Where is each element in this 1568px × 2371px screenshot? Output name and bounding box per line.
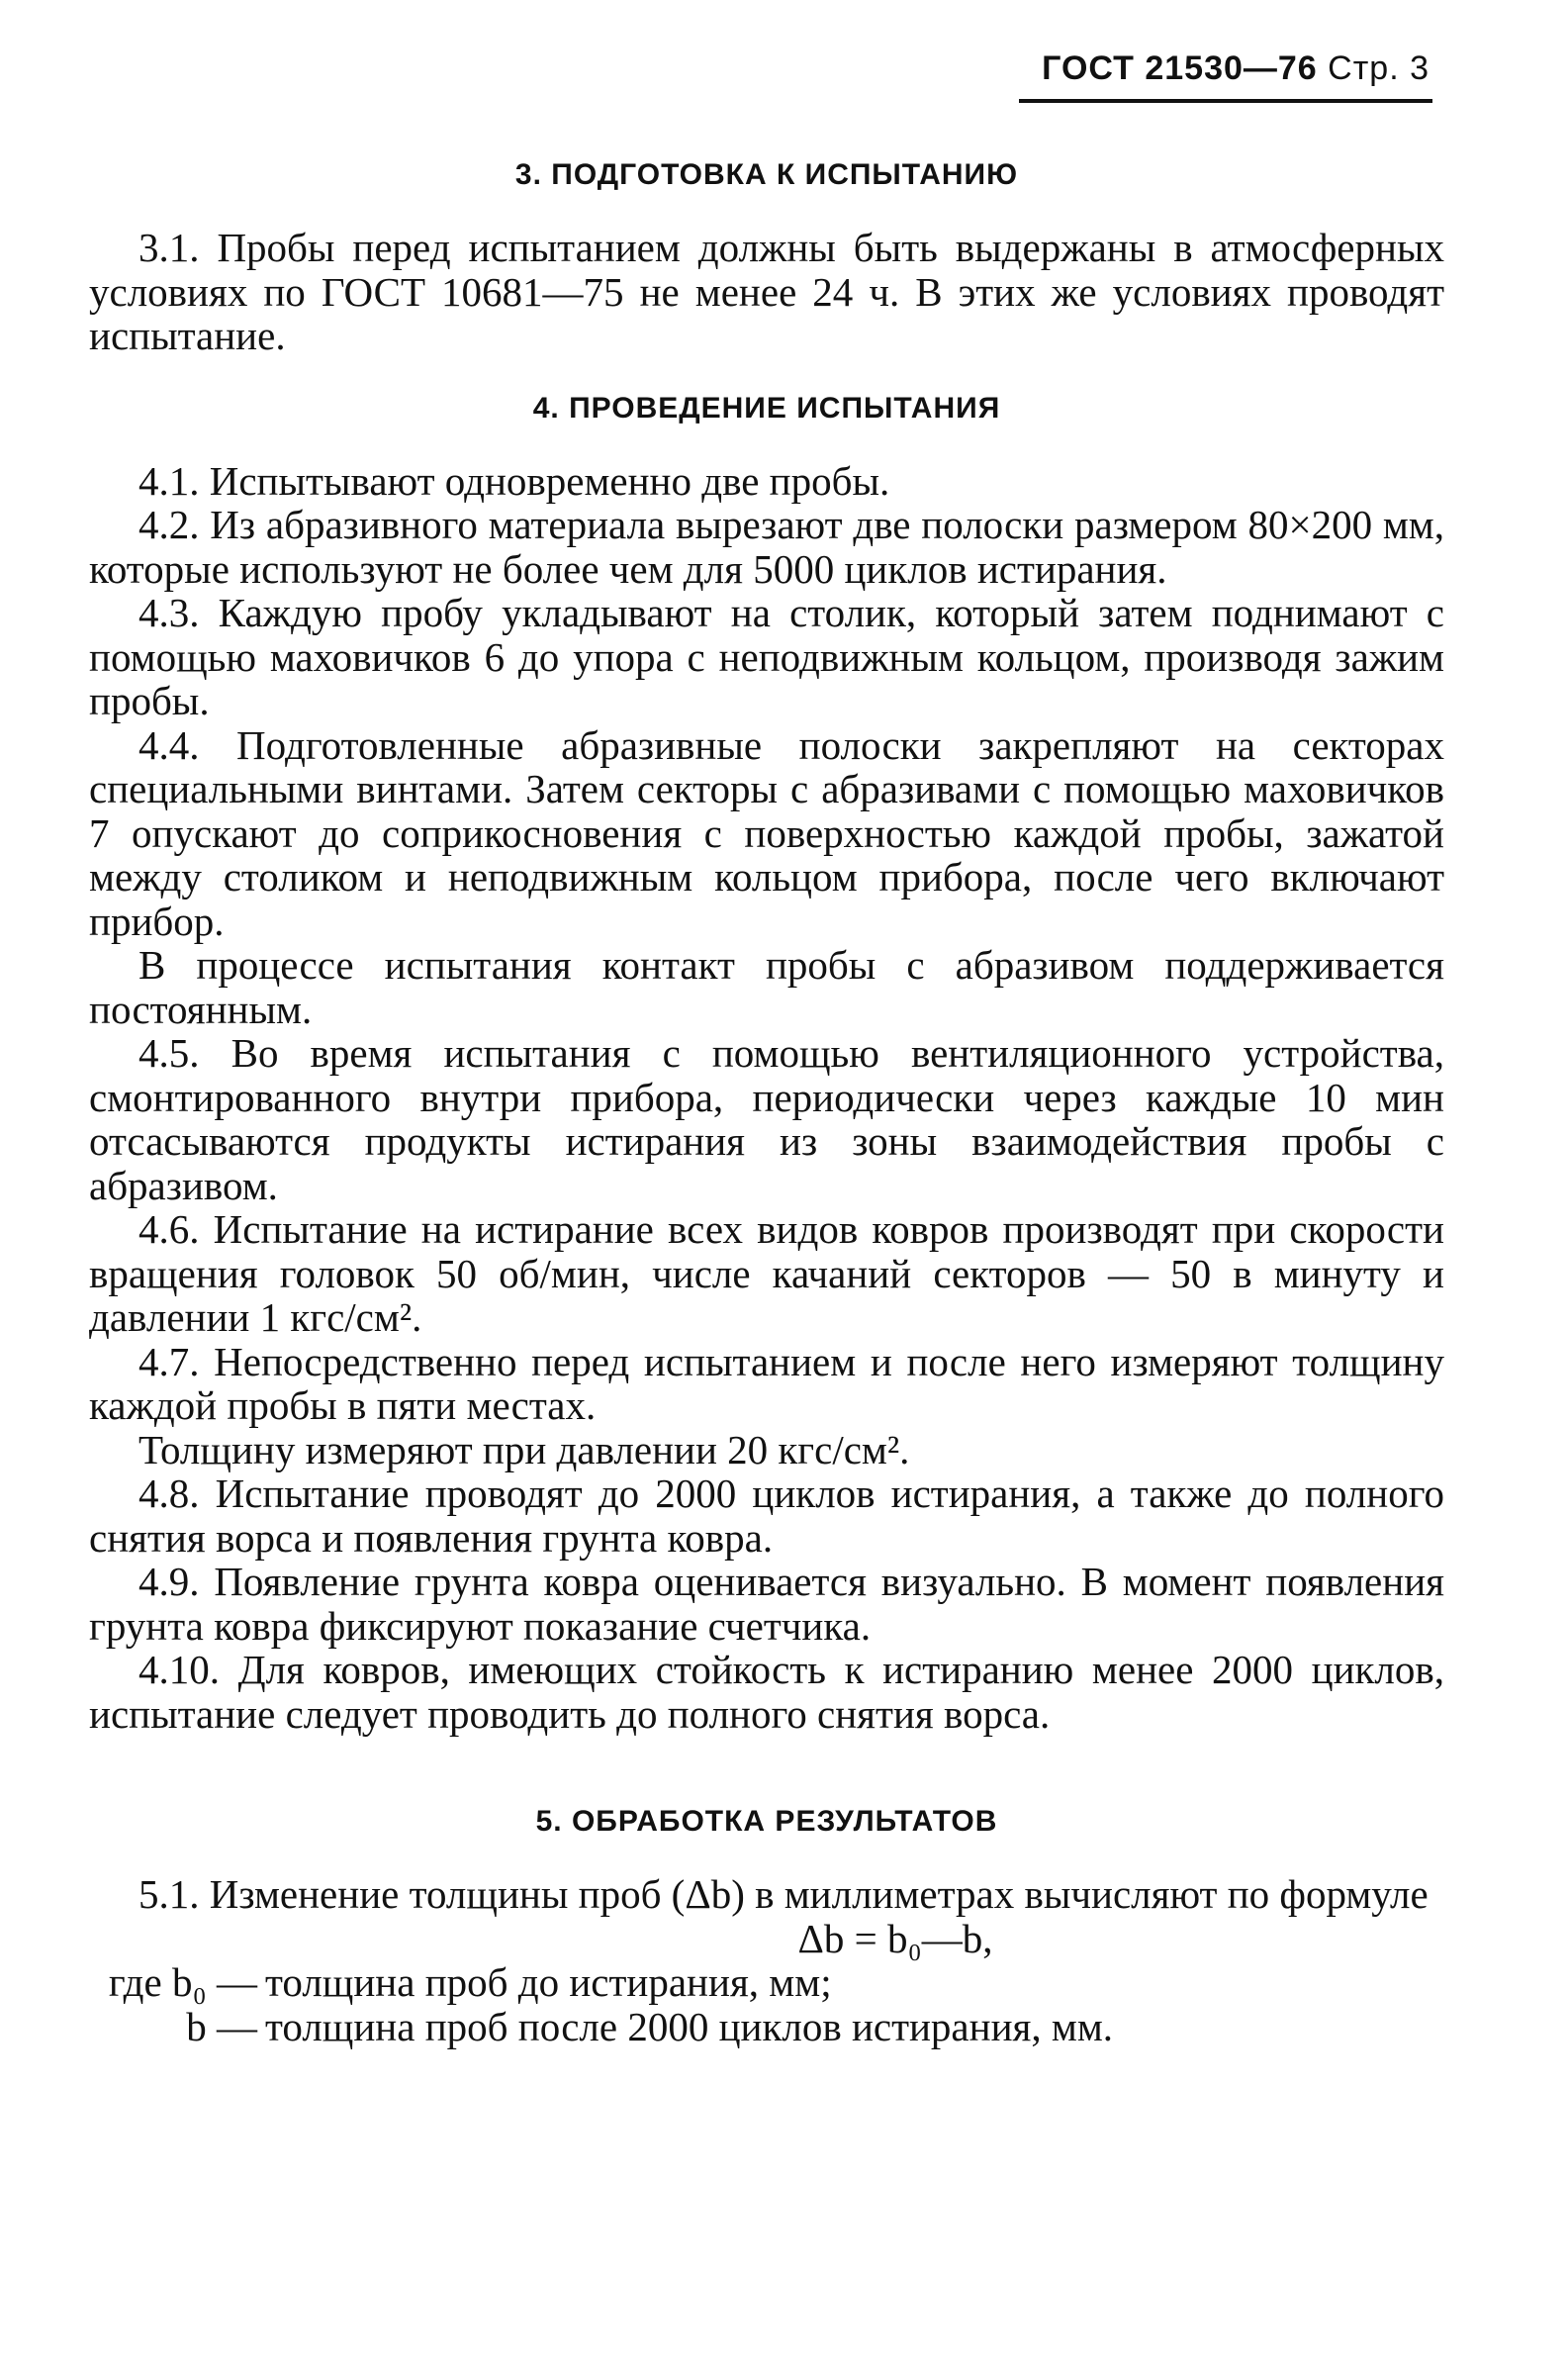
paragraph-4-7-note: Толщину измеряют при давлении 20 кгс/см². — [138, 1426, 910, 1472]
paragraph-4-4: 4.4. Подготовленные абразивные полоски закрепляют на секторах специальными винтами. Затем секторы с абразивами с помощью маховичков 7 опускают до соприкосновения с поверхностью каждой пробы, зажатой между столиком и неподвижным кольцом прибора, после чего включают прибор. — [89, 721, 1444, 944]
paragraph-4-3: 4.3. Каждую пробу укладывают на столик, который затем поднимают с помощью маховичков 6 до упора с неподвижным кольцом, производя зажим пробы. — [89, 590, 1444, 723]
legend-text: толщина проб после 2000 циклов истирания, мм. — [265, 2003, 1114, 2049]
formula: Δb = b₀—b, — [797, 1915, 993, 1961]
paragraph-4-6: 4.6. Испытание на истирание всех видов ковров производят при скорости вращения головок 50 об/мин, числе качаний секторов — 50 в минуту и давлении 1 кгс/см². — [89, 1206, 1444, 1340]
section-4-title: 4. ПРОВЕДЕНИЕ ИСПЫТАНИЯ — [532, 391, 1001, 425]
paragraph-3-1: 3.1. Пробы перед испытанием должны быть выдержаны в атмосферных условиях по ГОСТ 10681—75 не менее 24 ч. В этих же условиях проводят испытание. — [89, 225, 1444, 358]
paragraph-4-8: 4.8. Испытание проводят до 2000 циклов истирания, а также до полного снятия ворса и появления грунта ковра. — [89, 1470, 1444, 1561]
paragraph-5-1: 5.1. Изменение толщины проб (Δb) в миллиметрах вычисляют по формуле — [138, 1871, 1429, 1917]
paragraph-4-4-note: В процессе испытания контакт пробы с абразивом поддерживается постоянным. — [89, 942, 1444, 1032]
legend-row — [89, 2005, 1444, 2049]
paragraph-4-9: 4.9. Появление грунта ковра оценивается визуально. В момент появления грунта ковра фиксируют показание счетчика. — [89, 1559, 1444, 1649]
legend-symbol: b — — [186, 2003, 257, 2049]
header-rule — [1019, 99, 1432, 103]
paragraph-4-2: 4.2. Из абразивного материала вырезают две полоски размером 80×200 мм, которые используют не более чем для 5000 циклов истирания. — [89, 502, 1444, 592]
legend-symbol: где b₀ — — [108, 1959, 257, 2005]
page-number: Стр. 3 — [1328, 49, 1430, 87]
paragraph-4-10: 4.10. Для ковров, имеющих стойкость к истиранию менее 2000 циклов, испытание следует проводить до полного снятия ворса. — [89, 1647, 1444, 1737]
section-3-title: 3. ПОДГОТОВКА К ИСПЫТАНИЮ — [514, 158, 1019, 191]
formula-legend — [89, 1960, 1444, 2048]
legend-text: толщина проб до истирания, мм; — [265, 1959, 832, 2005]
legend-row — [89, 1960, 1444, 2005]
standard-number: ГОСТ 21530—76 — [1042, 49, 1318, 87]
document-body — [89, 148, 1444, 2048]
page-header — [1024, 49, 1430, 88]
section-5-title: 5. ОБРАБОТКА РЕЗУЛЬТАТОВ — [535, 1805, 998, 1838]
paragraph-4-7: 4.7. Непосредственно перед испытанием и после него измеряют толщину каждой пробы в пяти местах. — [89, 1338, 1444, 1428]
paragraph-4-1: 4.1. Испытывают одновременно две пробы. — [138, 457, 890, 504]
paragraph-4-5: 4.5. Во время испытания с помощью вентиляционного устройства, смонтированного внутри прибора, периодически через каждые 10 мин отсасываются продукты истирания из зоны взаимодействия пробы с абразивом. — [89, 1030, 1444, 1208]
